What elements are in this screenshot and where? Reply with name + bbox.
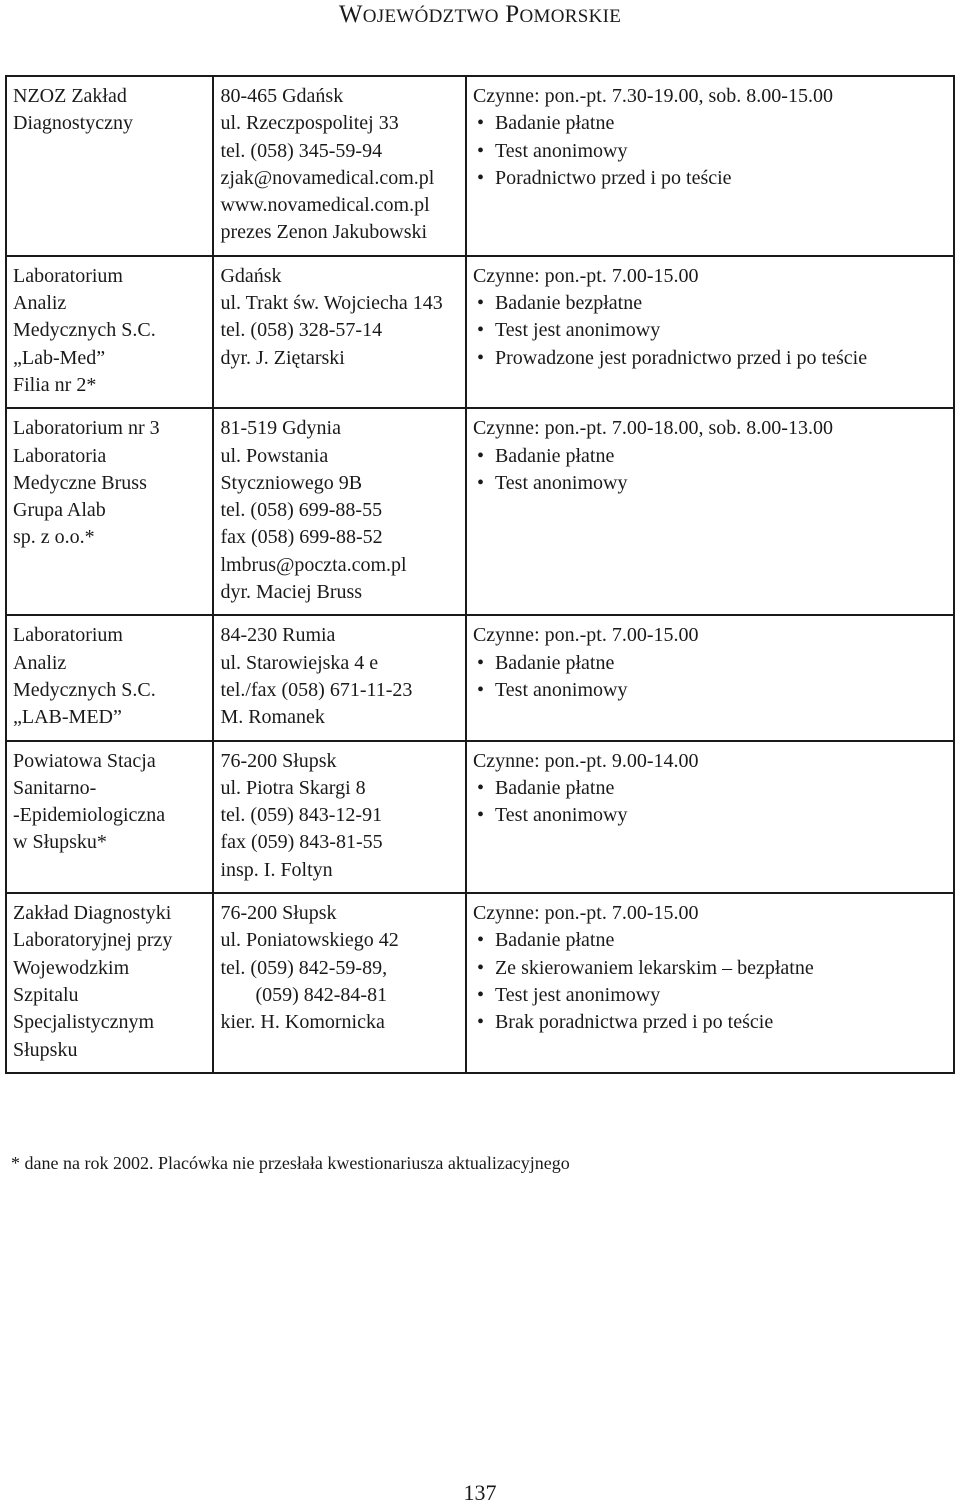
page-number: 137: [463, 1480, 497, 1505]
service-item: [473, 317, 947, 344]
facility-name-line: w Słupsku*: [13, 831, 107, 854]
bullet-icon: •: [476, 678, 484, 701]
bullet-icon: •: [476, 776, 484, 799]
facility-address-line: ul. Piotra Skargi 8: [220, 776, 366, 799]
facility-address-line: tel. (058) 699-88-55: [220, 499, 383, 522]
facility-address-line: 76-200 Słupsk: [220, 902, 337, 925]
facility-address-line: 76-200 Słupsk: [220, 749, 337, 772]
service-label: Poradnictwo przed i po teście: [494, 166, 732, 189]
facility-address-line: 81-519 Gdynia: [220, 417, 341, 440]
facility-name-line: Szpitalu: [13, 983, 79, 1006]
bullet-icon: •: [476, 292, 484, 315]
facility-name-line: Laboratorium: [13, 264, 123, 287]
facility-address-line: 84-230 Rumia: [220, 624, 336, 647]
opening-hours: Czynne: pon.-pt. 7.00-15.00: [472, 624, 699, 647]
service-label: Test anonimowy: [494, 471, 628, 494]
facility-address-line: M. Romanek: [220, 706, 325, 729]
facility-name-line: NZOZ Zakład: [13, 85, 127, 107]
facility-address-line: tel. (059) 842-59-89,: [220, 956, 388, 979]
facility-address-line: ul. Starowiejska 4 e: [220, 651, 379, 674]
service-item: [473, 290, 947, 317]
service-item: [473, 165, 947, 192]
facility-address-line: tel. (058) 328-57-14: [220, 319, 383, 342]
service-label: Badanie płatne: [494, 776, 615, 799]
service-item: [473, 955, 947, 982]
service-item: [473, 470, 947, 497]
opening-hours: Czynne: pon.-pt. 7.30-19.00, sob. 8.00-15.00: [472, 85, 833, 107]
facility-address-line: 80-465 Gdańsk: [220, 85, 344, 107]
facility-row: [6, 256, 954, 408]
header-initial-w: W: [338, 1, 363, 28]
facility-name-line: Medycznych S.C.: [13, 319, 156, 342]
facility-address-line: ul. Powstania: [220, 444, 329, 467]
facility-name-line: Wojewodzkim: [13, 956, 130, 979]
facility-name-cell: [6, 893, 213, 1073]
facility-address-line: insp. I. Foltyn: [220, 858, 333, 881]
facility-name-line: Słupsku: [13, 1038, 78, 1061]
service-item: [473, 982, 947, 1009]
facility-name-line: Grupa Alab: [13, 499, 106, 522]
facility-name-line: Laboratorium nr 3: [13, 417, 160, 440]
facility-address-line: lmbrus@poczta.com.pl: [220, 553, 407, 576]
service-label: Badanie płatne: [494, 112, 615, 135]
facility-name-line: Laboratoria: [13, 444, 107, 467]
facility-services-cell: [466, 893, 954, 1073]
bullet-icon: •: [476, 651, 484, 674]
service-item: [473, 345, 947, 372]
bullet-icon: •: [476, 112, 484, 135]
service-item: [473, 802, 947, 829]
facility-name-line: -Epidemiologiczna: [13, 804, 166, 827]
service-label: Brak poradnictwa przed i po teście: [494, 1011, 774, 1034]
service-label: Badanie płatne: [494, 444, 615, 467]
bullet-icon: •: [476, 444, 484, 467]
opening-hours: Czynne: pon.-pt. 7.00-15.00: [472, 264, 699, 287]
facility-row: [6, 741, 954, 893]
facility-services-cell: [466, 256, 954, 408]
facility-name-line: Laboratorium: [13, 624, 123, 647]
facility-address-cell: [213, 893, 466, 1073]
facility-address-line: tel./fax (058) 671-11-23: [220, 678, 413, 701]
facility-address-line: fax (059) 843-81-55: [220, 831, 383, 854]
service-label: Test anonimowy: [494, 139, 628, 162]
facility-name-line: Analiz: [13, 651, 67, 674]
facility-address-line: ul. Rzeczpospolitej 33: [220, 112, 399, 135]
facility-name-line: Medyczne Bruss: [13, 471, 147, 494]
facility-address-line: Gdańsk: [220, 264, 282, 287]
facility-row: [6, 615, 954, 740]
facility-name-line: sp. z o.o.*: [13, 526, 95, 549]
facility-name-cell: [6, 76, 213, 256]
facility-address-cell: [213, 76, 466, 256]
facility-row: [6, 408, 954, 615]
bullet-icon: •: [476, 471, 484, 494]
service-label: Badanie bezpłatne: [494, 292, 643, 315]
header-word-1: OJEWÓDZTWO: [362, 6, 499, 27]
facility-name-line: Medycznych S.C.: [13, 678, 156, 701]
facility-name-line: Laboratoryjnej przy: [13, 929, 173, 952]
facility-name-cell: [6, 615, 213, 740]
facility-name-line: „LAB-MED”: [13, 706, 122, 729]
bullet-icon: •: [476, 139, 484, 162]
facility-address-line: prezes Zenon Jakubowski: [220, 221, 428, 244]
service-item: [473, 650, 947, 677]
service-label: Test jest anonimowy: [494, 983, 661, 1006]
facility-row: [6, 76, 954, 256]
service-label: Prowadzone jest poradnictwo przed i po teście: [494, 346, 868, 369]
bullet-icon: •: [476, 319, 484, 342]
service-label: Test jest anonimowy: [494, 319, 661, 342]
service-item: [473, 1009, 947, 1036]
facility-name-line: Analiz: [13, 292, 67, 315]
facility-name-cell: [6, 256, 213, 408]
facility-address-line: www.novamedical.com.pl: [220, 194, 430, 217]
service-item: [473, 775, 947, 802]
facility-services-cell: [466, 408, 954, 615]
facility-address-cell: [213, 615, 466, 740]
facility-address-cell: [213, 741, 466, 893]
service-item: [473, 677, 947, 704]
facility-row: [6, 893, 954, 1073]
facility-address-line: Styczniowego 9B: [220, 471, 363, 494]
facility-services-cell: [466, 741, 954, 893]
header-initial-p: P: [505, 1, 520, 28]
bullet-icon: •: [476, 983, 484, 1006]
facility-name-line: „Lab-Med”: [13, 346, 106, 369]
bullet-icon: •: [476, 956, 484, 979]
header-word-2: OMORSKIE: [519, 6, 622, 27]
facility-address-line: fax (058) 699-88-52: [220, 526, 383, 549]
service-label: Test anonimowy: [494, 678, 628, 701]
service-label: Test anonimowy: [494, 804, 628, 827]
opening-hours: Czynne: pon.-pt. 7.00-18.00, sob. 8.00-13.00: [472, 417, 833, 440]
service-label: Ze skierowaniem lekarskim – bezpłatne: [494, 956, 814, 979]
facility-address-line: dyr. Maciej Bruss: [220, 581, 363, 604]
facility-address-line: zjak@novamedical.com.pl: [220, 166, 435, 189]
facility-name-line: Specjalistycznym: [13, 1011, 155, 1034]
facility-address-cell: [213, 256, 466, 408]
service-item: [473, 443, 947, 470]
facility-address-line: dyr. J. Ziętarski: [220, 346, 345, 369]
opening-hours: Czynne: pon.-pt. 9.00-14.00: [472, 749, 699, 772]
bullet-icon: •: [476, 166, 484, 189]
facility-name-cell: [6, 408, 213, 615]
facility-address-line: ul. Poniatowskiego 42: [220, 929, 399, 952]
facility-address-line: tel. (058) 345-59-94: [220, 139, 383, 162]
facility-table: [5, 75, 955, 1074]
facility-name-line: Sanitarno-: [13, 776, 97, 799]
service-item: [473, 138, 947, 165]
service-label: Badanie płatne: [494, 651, 615, 674]
facility-address-line: kier. H. Komornicka: [220, 1011, 385, 1034]
facility-name-line: Powiatowa Stacja: [13, 749, 156, 772]
service-item: [473, 927, 947, 954]
bullet-icon: •: [476, 346, 484, 369]
service-label: Badanie płatne: [494, 929, 615, 952]
page-header: [0, 0, 960, 40]
facility-name-line: Diagnostyczny: [13, 112, 133, 135]
facility-name-line: Zakład Diagnostyki: [13, 902, 172, 925]
service-item: [473, 110, 947, 137]
bullet-icon: •: [476, 1011, 484, 1034]
facility-address-line: ul. Trakt św. Wojciecha 143: [220, 292, 443, 315]
bullet-icon: •: [476, 929, 484, 952]
facility-services-cell: [466, 76, 954, 256]
facility-address-cell: [213, 408, 466, 615]
facility-name-line: Filia nr 2*: [13, 373, 97, 396]
facility-name-cell: [6, 741, 213, 893]
facility-address-line: tel. (059) 843-12-91: [220, 804, 383, 827]
facility-services-cell: [466, 615, 954, 740]
bullet-icon: •: [476, 804, 484, 827]
opening-hours: Czynne: pon.-pt. 7.00-15.00: [472, 902, 699, 925]
facility-address-line: (059) 842-84-81: [255, 983, 388, 1006]
footnote: * dane na rok 2002. Placówka nie przesłała kwestionariusza aktualizacyjnego: [11, 1153, 570, 1173]
